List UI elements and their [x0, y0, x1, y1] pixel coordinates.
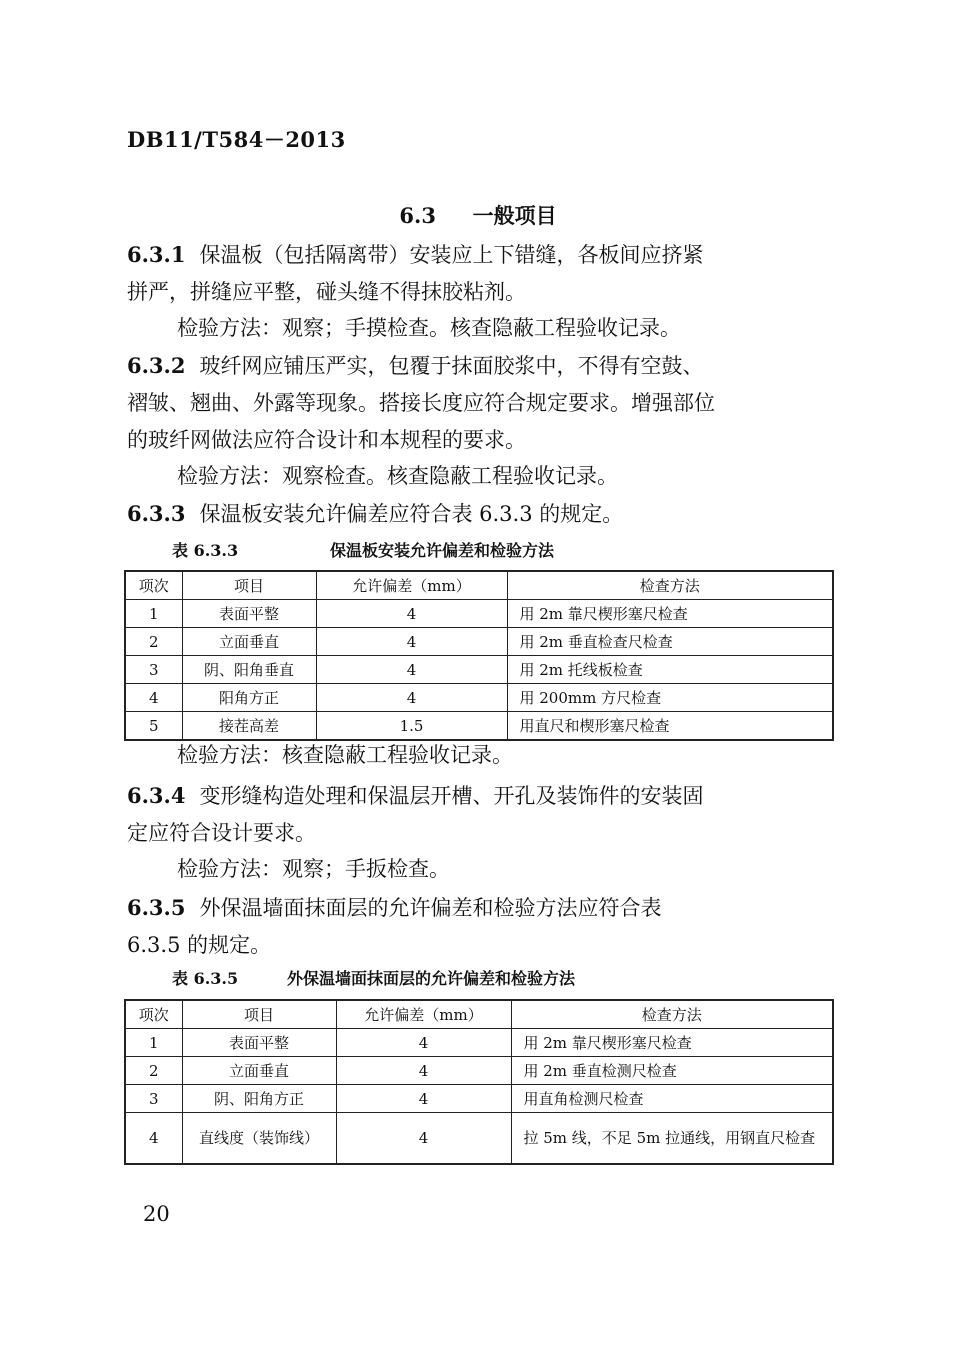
header-cell: 允许偏差（mm） — [336, 1000, 511, 1029]
table-cell: 阳角方正 — [182, 684, 316, 712]
table-caption-title: 外保温墙面抹面层的允许偏差和检验方法 — [287, 969, 576, 988]
table-cell: 3 — [125, 1085, 182, 1113]
table-cell: 用 2m 靠尺楔形塞尺检查 — [511, 1029, 833, 1057]
table-caption-number: 表 6.3.5 — [172, 969, 239, 988]
table-cell: 表面平整 — [182, 1029, 336, 1057]
header-cell: 项目 — [182, 571, 316, 600]
header-cell: 项次 — [125, 1000, 182, 1029]
clause-text: 外保温墙面抹面层的允许偏差和检验方法应符合表 — [199, 896, 662, 920]
clause-text: 变形缝构造处理和保温层开槽、开孔及装饰件的安装固 — [199, 784, 704, 808]
clause-text: 拼严，拼缝应平整，碰头缝不得抹胶粘剂。 — [127, 280, 526, 304]
table-cell: 立面垂直 — [182, 1057, 336, 1085]
table-cell: 4 — [336, 1085, 511, 1113]
table-cell: 4 — [316, 656, 507, 684]
tolerance-table-6-3-5 — [124, 999, 834, 1165]
table-header-row — [125, 571, 833, 600]
table-cell: 表面平整 — [182, 600, 316, 628]
document-id: DB11/T584－2013 — [127, 127, 346, 152]
clause-6-3-1 — [127, 236, 835, 311]
table-cell: 1 — [125, 600, 182, 628]
table-row — [125, 1057, 833, 1085]
table-cell: 用 200mm 方尺检查 — [507, 684, 833, 712]
clause-number: 6.3.1 — [127, 242, 186, 267]
clause-text: 定应符合设计要求。 — [127, 821, 316, 845]
section-heading — [0, 200, 956, 230]
table-caption-title: 保温板安装允许偏差和检验方法 — [330, 541, 555, 560]
table-cell: 用 2m 垂直检查尺检查 — [507, 628, 833, 656]
table-cell: 接茬高差 — [182, 712, 316, 741]
table-cell: 1 — [125, 1029, 182, 1057]
table-cell: 立面垂直 — [182, 628, 316, 656]
table-caption-number: 表 6.3.3 — [172, 541, 239, 560]
clause-text: 玻纤网应铺压严实，包覆于抹面胶浆中，不得有空鼓、 — [199, 354, 704, 378]
table-cell: 4 — [316, 684, 507, 712]
table-row — [125, 600, 833, 628]
clause-6-3-2 — [127, 347, 835, 459]
table-cell: 4 — [336, 1057, 511, 1085]
table-header-row — [125, 1000, 833, 1029]
table-row — [125, 1085, 833, 1113]
header-cell: 检查方法 — [511, 1000, 833, 1029]
clause-number: 6.3.5 — [127, 895, 186, 920]
clause-number: 6.3.3 — [127, 501, 186, 526]
section-number: 6.3 — [399, 203, 436, 228]
table-cell: 用 2m 托线板检查 — [507, 656, 833, 684]
table-cell: 阴、阳角垂直 — [182, 656, 316, 684]
inspection-method: 检验方法：观察；手扳检查。 — [177, 857, 450, 881]
table-cell: 2 — [125, 1057, 182, 1085]
table-cell: 用直尺和楔形塞尺检查 — [507, 712, 833, 741]
inspection-method: 检验方法：观察；手摸检查。核查隐蔽工程验收记录。 — [177, 316, 681, 340]
header-cell: 项目 — [182, 1000, 336, 1029]
table-cell: 3 — [125, 656, 182, 684]
table-cell: 4 — [125, 1113, 182, 1165]
table-row — [125, 628, 833, 656]
clause-text: 6.3.5 的规定。 — [127, 933, 272, 957]
table-cell: 拉 5m 线，不足 5m 拉通线，用钢直尺检查 — [511, 1113, 833, 1165]
table-row — [125, 656, 833, 684]
table-row — [125, 1113, 833, 1165]
clause-6-3-3 — [127, 495, 835, 533]
header-cell: 项次 — [125, 571, 182, 600]
table-cell: 4 — [316, 600, 507, 628]
table-cell: 4 — [316, 628, 507, 656]
table-row — [125, 712, 833, 741]
clause-6-3-4 — [127, 777, 835, 852]
tolerance-table-6-3-3 — [124, 570, 834, 741]
clause-text: 保温板安装允许偏差应符合表 6.3.3 的规定。 — [199, 502, 624, 526]
clause-number: 6.3.2 — [127, 353, 186, 378]
table-row — [125, 1029, 833, 1057]
table-cell: 用直角检测尺检查 — [511, 1085, 833, 1113]
table-cell: 1.5 — [316, 712, 507, 741]
clause-text: 保温板（包括隔离带）安装应上下错缝，各板间应挤紧 — [199, 243, 704, 267]
clause-6-3-5 — [127, 889, 835, 964]
inspection-method: 检验方法：观察检查。核查隐蔽工程验收记录。 — [177, 464, 618, 488]
table-cell: 用 2m 靠尺楔形塞尺检查 — [507, 600, 833, 628]
clause-text: 的玻纤网做法应符合设计和本规程的要求。 — [127, 428, 526, 452]
clause-number: 6.3.4 — [127, 783, 186, 808]
table-cell: 2 — [125, 628, 182, 656]
table-cell: 用 2m 垂直检测尺检查 — [511, 1057, 833, 1085]
table-cell: 4 — [125, 684, 182, 712]
section-title: 一般项目 — [472, 203, 557, 228]
table-row — [125, 684, 833, 712]
header-cell: 允许偏差（mm） — [316, 571, 507, 600]
table-cell: 5 — [125, 712, 182, 741]
table-cell: 直线度（装饰线） — [182, 1113, 336, 1165]
table-cell: 4 — [336, 1113, 511, 1165]
page-number: 20 — [143, 1202, 170, 1226]
table-cell: 阴、阳角方正 — [182, 1085, 336, 1113]
table-cell: 4 — [336, 1029, 511, 1057]
header-cell: 检查方法 — [507, 571, 833, 600]
clause-text: 褶皱、翘曲、外露等现象。搭接长度应符合规定要求。增强部位 — [127, 391, 715, 415]
inspection-method: 检验方法：核查隐蔽工程验收记录。 — [177, 743, 513, 767]
